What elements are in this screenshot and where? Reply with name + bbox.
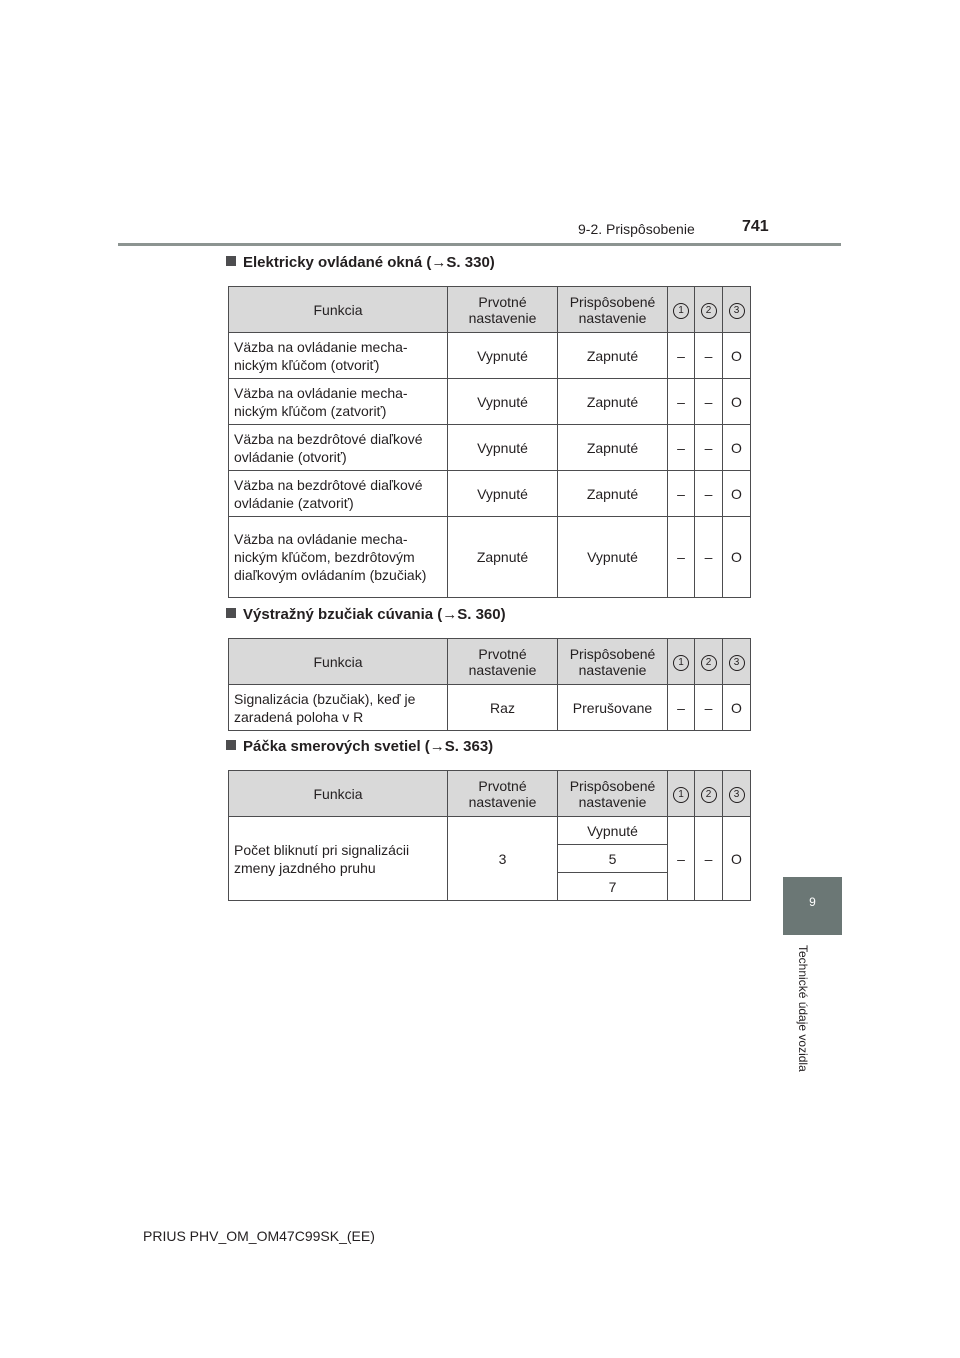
default-cell: Raz (448, 685, 558, 731)
circled-2-icon: 2 (701, 787, 717, 803)
function-cell: Väzba na bezdrôtové diaľkové ovládanie (zatvoriť) (229, 471, 448, 517)
table-row (229, 333, 751, 379)
circled-1-icon: 1 (673, 787, 689, 803)
section-heading-turn-signal: Páčka smerových svetiel (→S. 363) (226, 738, 493, 755)
header-divider (118, 243, 841, 246)
custom-option-cell: 5 (558, 845, 668, 873)
table-row (229, 685, 751, 731)
c2-cell: – (695, 379, 723, 425)
col-default: Prvotné nastavenie (448, 639, 558, 685)
circled-1-icon: 1 (673, 655, 689, 671)
c1-cell: – (668, 517, 695, 598)
table-header-row (229, 639, 751, 685)
table-row (229, 517, 751, 598)
c1-cell: – (668, 333, 695, 379)
c2-cell: – (695, 517, 723, 598)
default-cell: Vypnuté (448, 425, 558, 471)
c1-cell: – (668, 425, 695, 471)
col-1 (668, 639, 695, 685)
turn-signal-table (228, 770, 751, 901)
col-1 (668, 771, 695, 817)
c3-cell: O (723, 471, 751, 517)
custom-cell: Zapnuté (558, 333, 668, 379)
section-heading-power-windows: Elektricky ovládané okná (→S. 330) (226, 254, 495, 271)
c2-cell: – (695, 817, 723, 901)
function-cell: Väzba na ovládanie mecha-nickým kľúčom (zatvoriť) (229, 379, 448, 425)
default-cell: Vypnuté (448, 471, 558, 517)
circled-2-icon: 2 (701, 303, 717, 319)
table-header-row (229, 771, 751, 817)
custom-cell: Zapnuté (558, 379, 668, 425)
bullet-square-icon (226, 740, 236, 750)
chapter-label: Technické údaje vozidla (796, 945, 810, 1072)
c3-cell: O (723, 517, 751, 598)
c3-cell: O (723, 685, 751, 731)
custom-cell: Zapnuté (558, 471, 668, 517)
c1-cell: – (668, 379, 695, 425)
c2-cell: – (695, 685, 723, 731)
c1-cell: – (668, 471, 695, 517)
c3-cell: O (723, 379, 751, 425)
col-3 (723, 639, 751, 685)
col-2 (695, 771, 723, 817)
section-title: 9-2. Prispôsobenie (578, 221, 695, 237)
circled-3-icon: 3 (729, 303, 745, 319)
function-cell: Signalizácia (bzučiak), keď je zaradená poloha v R (229, 685, 448, 731)
default-cell: 3 (448, 817, 558, 901)
document-footer: PRIUS PHV_OM_OM47C99SK_(EE) (143, 1228, 375, 1244)
c3-cell: O (723, 817, 751, 901)
circled-2-icon: 2 (701, 655, 717, 671)
col-function: Funkcia (229, 639, 448, 685)
col-1 (668, 287, 695, 333)
table-row (229, 817, 751, 845)
section-heading-reverse-buzzer: Výstražný bzučiak cúvania (→S. 360) (226, 606, 506, 623)
power-windows-table (228, 286, 751, 598)
col-function: Funkcia (229, 771, 448, 817)
table-row (229, 425, 751, 471)
col-default: Prvotné nastavenie (448, 771, 558, 817)
col-function: Funkcia (229, 287, 448, 333)
function-cell: Počet bliknutí pri signalizácii zmeny jazdného pruhu (229, 817, 448, 901)
function-cell: Väzba na ovládanie mecha-nickým kľúčom (otvoriť) (229, 333, 448, 379)
col-3 (723, 771, 751, 817)
circled-1-icon: 1 (673, 303, 689, 319)
custom-cell: Prerušovane (558, 685, 668, 731)
c3-cell: O (723, 333, 751, 379)
default-cell: Vypnuté (448, 333, 558, 379)
page-number: 741 (742, 218, 769, 235)
c3-cell: O (723, 425, 751, 471)
custom-cell: Vypnuté (558, 517, 668, 598)
col-2 (695, 287, 723, 333)
custom-option-cell: Vypnuté (558, 817, 668, 845)
reverse-buzzer-table (228, 638, 751, 731)
col-custom: Prispôsobené nastavenie (558, 287, 668, 333)
default-cell: Vypnuté (448, 379, 558, 425)
bullet-square-icon (226, 256, 236, 266)
c1-cell: – (668, 817, 695, 901)
function-cell: Väzba na bezdrôtové diaľkové ovládanie (otvoriť) (229, 425, 448, 471)
circled-3-icon: 3 (729, 655, 745, 671)
custom-cell: Zapnuté (558, 425, 668, 471)
c1-cell: – (668, 685, 695, 731)
c2-cell: – (695, 471, 723, 517)
default-cell: Zapnuté (448, 517, 558, 598)
bullet-square-icon (226, 608, 236, 618)
col-2 (695, 639, 723, 685)
table-header-row (229, 287, 751, 333)
col-custom: Prispôsobené nastavenie (558, 771, 668, 817)
circled-3-icon: 3 (729, 787, 745, 803)
custom-option-cell: 7 (558, 873, 668, 901)
col-3 (723, 287, 751, 333)
col-default: Prvotné nastavenie (448, 287, 558, 333)
function-cell: Väzba na ovládanie mecha-nickým kľúčom, bezdrôtovým diaľkovým ovládaním (bzučiak) (229, 517, 448, 598)
col-custom: Prispôsobené nastavenie (558, 639, 668, 685)
table-row (229, 471, 751, 517)
chapter-tab: 9 (783, 877, 842, 935)
c2-cell: – (695, 425, 723, 471)
table-row (229, 379, 751, 425)
c2-cell: – (695, 333, 723, 379)
